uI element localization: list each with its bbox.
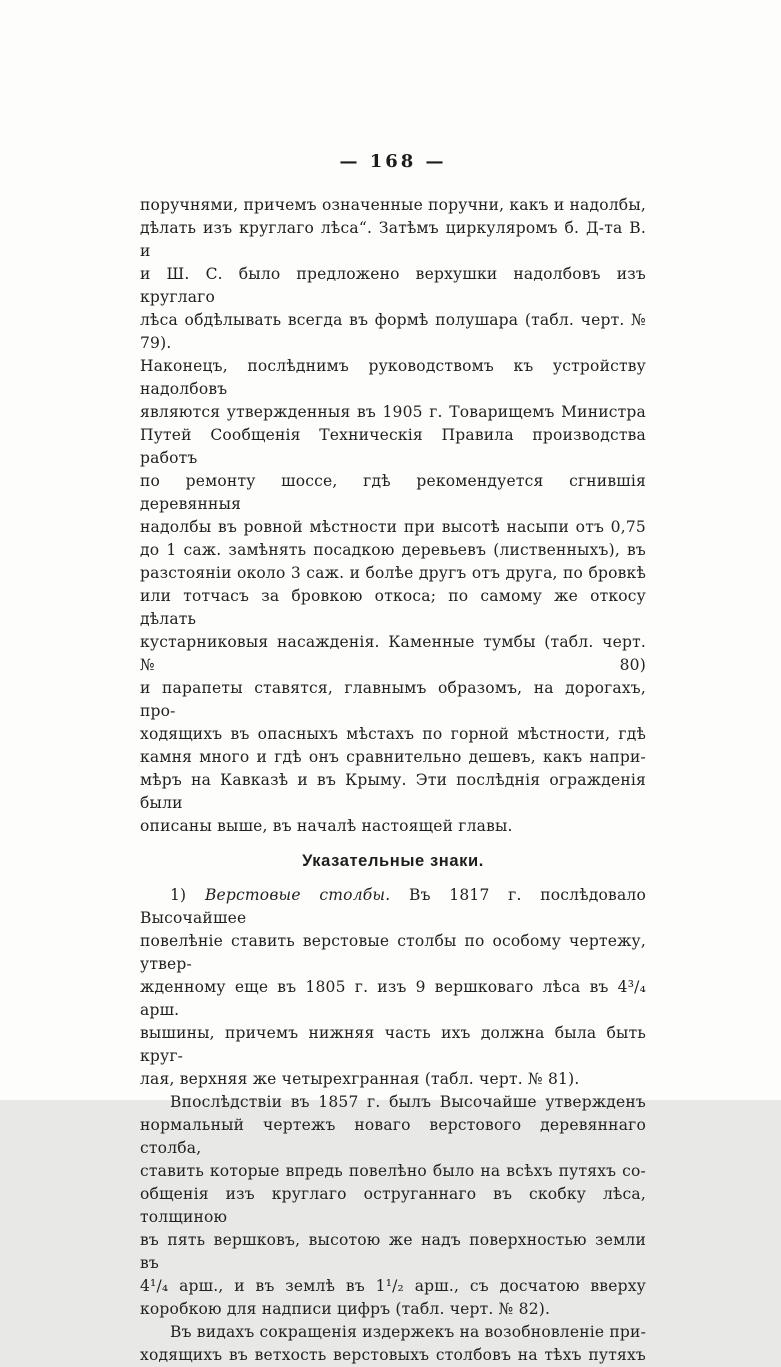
text-line: и Ш. С. было предложено верхушки надолбовъ изъ круглаго (140, 265, 646, 306)
page-number: — 168 — (339, 151, 447, 172)
plain-text: 1) (170, 886, 205, 904)
text-line: мѣръ на Кавказѣ и въ Крыму. Эти послѣднія огражденія были (140, 771, 646, 812)
text-line: нормальный чертежъ новаго верстового деревяннаго столба, (140, 1116, 646, 1157)
text-line (140, 884, 646, 930)
text-line: повелѣніе ставить верстовые столбы по особому чертежу, утвер- (140, 932, 646, 973)
text-line: лѣса обдѣлывать всегда въ формѣ полушара (табл. черт. № 79). (140, 311, 646, 352)
text-line: лая, верхняя же четырехгранная (табл. черт. № 81). (140, 1070, 580, 1088)
text-line: описаны выше, въ началѣ настоящей главы. (140, 817, 513, 835)
text-line: камня много и гдѣ онъ сравнительно дешевъ, какъ напри- (140, 748, 646, 766)
text-line: въ пять вершковъ, высотою же надъ поверхностью земли въ (140, 1231, 646, 1272)
paragraph (140, 1091, 646, 1321)
text-line: ставить которые впредь повелѣно было на всѣхъ путяхъ со- (140, 1162, 646, 1180)
text-line: дѣлать изъ круглаго лѣса“. Затѣмъ циркуляромъ б. Д-та В. и (140, 219, 646, 260)
text-line: Въ видахъ сокращенія издержекъ на возобновленіе при- (170, 1323, 647, 1341)
text-line: по ремонту шоссе, гдѣ рекомендуется сгнившія деревянныя (140, 472, 646, 513)
text-line: Путей Сообщенія Техническія Правила производства работъ (140, 426, 646, 467)
text-line: ходящихъ въ опасныхъ мѣстахъ по горной мѣстности, гдѣ (140, 725, 646, 743)
plain-text: Въ 1817 г. послѣдовало Высочайшее (140, 886, 646, 927)
text-column (140, 150, 646, 1367)
text-line: поручнями, причемъ означенные поручни, какъ и надолбы, (140, 196, 646, 214)
text-line: разстояніи около 3 саж. и болѣе другъ отъ друга, по бровкѣ (140, 564, 646, 582)
page-text (140, 194, 646, 1367)
text-line: Наконецъ, послѣднимъ руководствомъ къ устройству надолбовъ (140, 357, 646, 398)
paragraph (140, 884, 646, 1091)
text-line: коробкою для надписи цифръ (табл. черт. № 82). (140, 1300, 551, 1318)
text-line: являются утвержденныя въ 1905 г. Товарищемъ Министра (140, 403, 646, 421)
text-line: жденному еще въ 1805 г. изъ 9 вершковаго лѣса въ 4³/₄ арш. (140, 978, 646, 1019)
paragraph (140, 194, 646, 838)
text-line: и парапеты ставятся, главнымъ образомъ, на дорогахъ, про- (140, 679, 646, 720)
text-line: вышины, причемъ нижняя часть ихъ должна была быть круг- (140, 1024, 646, 1065)
section-heading: Указательные знаки. (302, 852, 484, 870)
text-line: общенія изъ круглаго оструганнаго въ скобку лѣса, толщиною (140, 1185, 646, 1226)
italic-text: Верстовые столбы. (204, 886, 391, 904)
text-line: Впослѣдствіи въ 1857 г. былъ Высочайше утвержденъ (170, 1093, 646, 1111)
text-line: кустарниковыя насажденія. Каменные тумбы (табл. черт. № 80) (140, 633, 646, 674)
text-line: надолбы въ ровной мѣстности при высотѣ насыпи отъ 0,75 (140, 518, 646, 536)
text-line: до 1 саж. замѣнять посадкою деревьевъ (лиственныхъ), въ (140, 541, 646, 559)
paragraph (140, 1321, 646, 1367)
text-line: 4¹/₄ арш., и въ землѣ въ 1¹/₂ арш., съ досчатою вверху (140, 1277, 646, 1295)
text-line: или тотчасъ за бровкою откоса; по самому же откосу дѣлать (140, 587, 646, 628)
text-line: ходящихъ въ ветхость верстовыхъ столбовъ на тѣхъ путяхъ (140, 1346, 646, 1364)
